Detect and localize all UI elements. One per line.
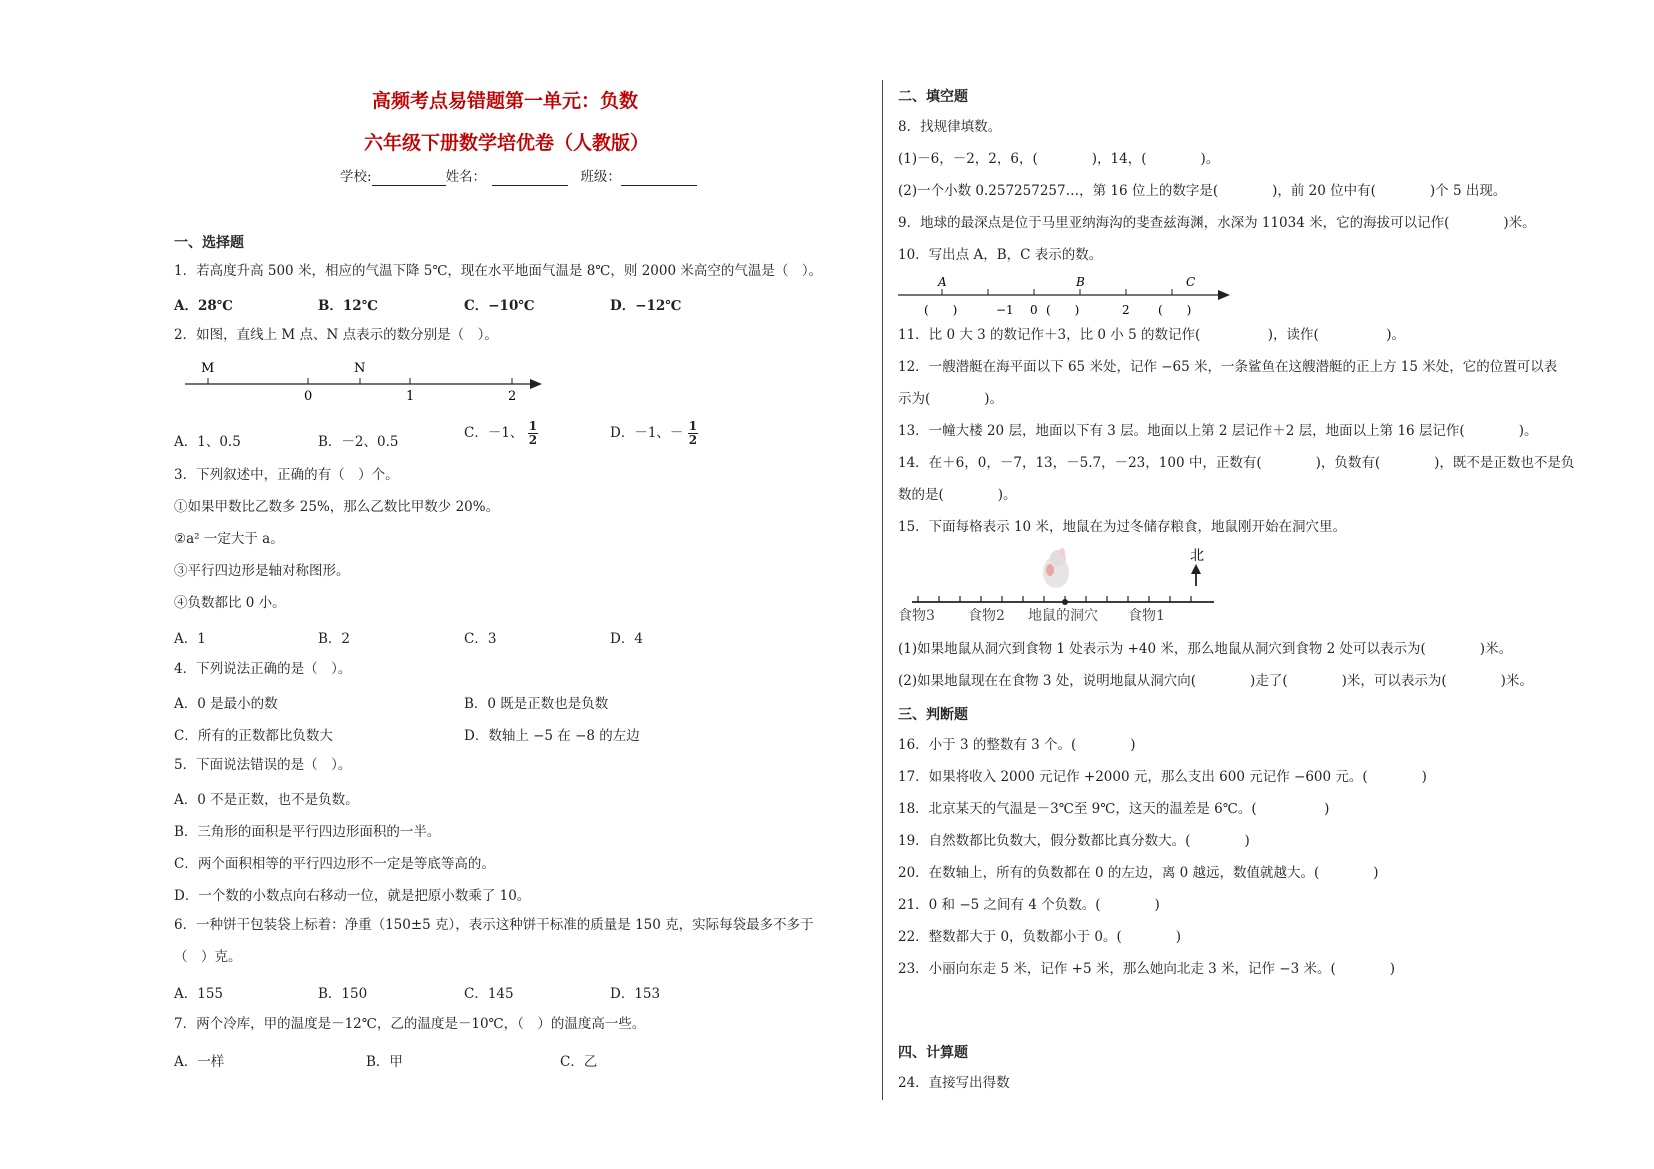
q2-arrow xyxy=(530,379,542,389)
class-label: 班级： xyxy=(580,169,621,185)
q2-option-d-fraction: $\frac{1}{2}$ xyxy=(688,419,698,447)
q2-label-n: N xyxy=(354,361,366,376)
q2-option-c-text: C．－1、 xyxy=(464,425,524,441)
title-sub: 六年级下册数学培优卷（人教版） xyxy=(364,132,650,154)
q10-paren-a[interactable]: ( ) xyxy=(924,303,958,317)
q1-text: 1．若高度升高 500 米，相应的气温下降 5℃，现在水平地面气温是 8℃，则 2000 米高空的气温是（ ）。 xyxy=(174,263,823,279)
q10-paren-c[interactable]: ( ) xyxy=(1158,303,1192,317)
q9-text: 9．地球的最深点是位于马里亚纳海沟的斐查兹海渊，水深为 11034 米，它的海拔可以记作( )米。 xyxy=(898,215,1536,231)
q5-option-c[interactable]: C．两个面积相等的平行四边形不一定是等底等高的。 xyxy=(174,856,495,872)
q2-option-a[interactable]: A．1、0.5 xyxy=(174,434,241,450)
q3-option-d[interactable]: D．4 xyxy=(610,631,643,647)
q4-option-a[interactable]: A．0 是最小的数 xyxy=(174,696,278,712)
q15-ticks xyxy=(918,596,1191,602)
q5-option-d[interactable]: D．一个数的小数点向右移动一位，就是把原小数乘了 10。 xyxy=(174,888,531,904)
q7-option-b[interactable]: B．甲 xyxy=(366,1054,403,1070)
q10-tick-neg1: −1 xyxy=(996,303,1014,317)
q13-text: 13．一幢大楼 20 层，地面以下有 3 层。地面以上第 2 层记作＋2 层，地面以上第 16 层记作( )。 xyxy=(898,423,1538,439)
q22-text: 22．整数都大于 0，负数都小于 0。( ) xyxy=(898,929,1181,945)
q10-point-c: C xyxy=(1186,275,1196,289)
gopher-icon xyxy=(1043,548,1069,588)
q2-option-d[interactable] xyxy=(610,420,698,447)
q15-label-food1: 食物1 xyxy=(1128,608,1165,622)
q20-text: 20．在数轴上，所有的负数都在 0 的左边，离 0 越远，数值就越大。( ) xyxy=(898,865,1379,881)
q4-option-d[interactable]: D．数轴上 −5 在 −8 的左边 xyxy=(464,728,640,744)
q14-text-2: 数的是( )。 xyxy=(898,487,1017,503)
class-blank[interactable] xyxy=(621,171,697,186)
q5-text: 5．下面说法错误的是（ ）。 xyxy=(174,757,352,773)
q10-arrow xyxy=(1218,290,1230,300)
q3-option-a[interactable]: A．1 xyxy=(174,631,206,647)
q10-point-a: A xyxy=(938,275,947,289)
q1-option-b[interactable]: B．12℃ xyxy=(318,298,378,314)
north-arrow-icon xyxy=(1191,564,1201,574)
title-main: 高频考点易错题第一单元：负数 xyxy=(372,90,639,112)
info-line xyxy=(340,168,697,186)
q4-option-b[interactable]: B．0 既是正数也是负数 xyxy=(464,696,609,712)
q15-label-food2: 食物2 xyxy=(968,608,1005,622)
q6-option-c[interactable]: C．145 xyxy=(464,986,514,1002)
q10-ticks xyxy=(942,289,1172,295)
q2-option-b[interactable]: B．－2、0.5 xyxy=(318,434,399,450)
q3-item-2: ②a² 一定大于 a。 xyxy=(174,531,284,547)
q15-2-text: (2)如果地鼠现在在食物 3 处，说明地鼠从洞穴向( )走了( )米，可以表示为( )米。 xyxy=(898,673,1533,689)
q5-option-b[interactable]: B．三角形的面积是平行四边形面积的一半。 xyxy=(174,824,441,840)
q15-diagram xyxy=(896,544,1236,622)
q5-option-a[interactable]: A．0 不是正数，也不是负数。 xyxy=(174,792,359,808)
q14-text: 14．在＋6，0，－7，13，－5.7，－23，100 中，正数有( )，负数有( )，既不是正数也不是负 xyxy=(898,455,1575,471)
section-calc-title: 四、计算题 xyxy=(898,1045,968,1061)
section-judge-title: 三、判断题 xyxy=(898,707,968,723)
column-divider xyxy=(882,80,883,1100)
q24-text: 24．直接写出得数 xyxy=(898,1075,1010,1091)
q8-2-text: (2)一个小数 0.257257257…，第 16 位上的数字是( )，前 20 位中有( )个 5 出现。 xyxy=(898,183,1507,199)
q12-text: 12．一艘潜艇在海平面以下 65 米处，记作 −65 米，一条鲨鱼在这艘潜艇的正上方 15 米处，它的位置可以表 xyxy=(898,359,1558,375)
school-blank[interactable] xyxy=(372,171,446,186)
q15-label-hole: 地鼠的洞穴 xyxy=(1028,608,1098,622)
q3-option-b[interactable]: B．2 xyxy=(318,631,351,647)
q2-text: 2．如图，直线上 M 点、N 点表示的数分别是（ ）。 xyxy=(174,327,498,343)
q2-option-c[interactable] xyxy=(464,420,538,447)
q7-option-a[interactable]: A．一样 xyxy=(174,1054,225,1070)
q3-item-3: ③平行四边形是轴对称图形。 xyxy=(174,563,350,579)
q10-text: 10．写出点 A，B，C 表示的数。 xyxy=(898,247,1103,263)
q2-number-line xyxy=(180,356,550,404)
q6-text: 6．一种饼干包装袋上标着：净重（150±5 克），表示这种饼干标准的质量是 150 克，实际每袋最多不多于 xyxy=(174,917,814,933)
q1-option-a[interactable]: A．28℃ xyxy=(174,298,233,314)
q1-option-c[interactable]: C．−10℃ xyxy=(464,298,535,314)
q4-text: 4．下列说法正确的是（ ）。 xyxy=(174,661,352,677)
name-label: 姓名： xyxy=(445,169,487,185)
section-choice-title: 一、选择题 xyxy=(174,235,244,251)
name-blank[interactable] xyxy=(492,171,568,186)
q7-option-c[interactable]: C．乙 xyxy=(560,1054,598,1070)
q3-item-4: ④负数都比 0 小。 xyxy=(174,595,286,611)
q3-text: 3．下列叙述中，正确的有（ ）个。 xyxy=(174,467,399,483)
q15-1-text: (1)如果地鼠从洞穴到食物 1 处表示为 +40 米，那么地鼠从洞穴到食物 2 处可以表示为( )米。 xyxy=(898,641,1513,657)
q10-point-b: B xyxy=(1076,275,1085,289)
q2-label-1: 1 xyxy=(406,389,415,404)
q1-option-d[interactable]: D．−12℃ xyxy=(610,298,682,314)
q10-tick-0: 0 xyxy=(1030,303,1038,317)
q6-text-2: （ ）克。 xyxy=(174,949,242,965)
q4-option-c[interactable]: C．所有的正数都比负数大 xyxy=(174,728,333,744)
q6-option-d[interactable]: D．153 xyxy=(610,986,661,1002)
q2-option-d-text: D．－1、－ xyxy=(610,425,684,441)
section-fill-title: 二、填空题 xyxy=(898,89,968,105)
q6-option-a[interactable]: A．155 xyxy=(174,986,224,1002)
q18-text: 18．北京某天的气温是－3℃至 9℃，这天的温差是 6℃。( ) xyxy=(898,801,1330,817)
q15-label-food3: 食物3 xyxy=(898,608,935,622)
q12-text-2: 示为( )。 xyxy=(898,391,1004,407)
q8-text: 8．找规律填数。 xyxy=(898,119,1002,135)
q2-label-2: 2 xyxy=(508,389,517,404)
q2-label-m: M xyxy=(201,361,215,376)
q10-number-line xyxy=(896,268,1236,324)
north-label: 北 xyxy=(1190,548,1204,564)
q3-option-c[interactable]: C．3 xyxy=(464,631,497,647)
q3-item-1: ①如果甲数比乙数多 25%，那么乙数比甲数少 20%。 xyxy=(174,499,500,515)
q6-option-b[interactable]: B．150 xyxy=(318,986,368,1002)
q10-tick-2: 2 xyxy=(1122,303,1130,317)
q2-option-c-fraction: $\frac{1}{2}$ xyxy=(528,419,538,447)
q21-text: 21．0 和 −5 之间有 4 个负数。( ) xyxy=(898,897,1160,913)
q23-text: 23．小丽向东走 5 米，记作 +5 米，那么她向北走 3 米，记作 −3 米。( ) xyxy=(898,961,1396,977)
q19-text: 19．自然数都比负数大，假分数都比真分数大。( ) xyxy=(898,833,1250,849)
q8-1-text: (1)－6，－2，2，6，( )，14，( )。 xyxy=(898,151,1220,167)
q2-label-0: 0 xyxy=(304,389,313,404)
q7-text: 7．两个冷库，甲的温度是－12℃，乙的温度是－10℃，（ ）的温度高一些。 xyxy=(174,1016,646,1032)
q17-text: 17．如果将收入 2000 元记作 +2000 元，那么支出 600 元记作 −600 元。( ) xyxy=(898,769,1427,785)
q10-paren-b[interactable]: ( ) xyxy=(1046,303,1080,317)
school-label: 学校: xyxy=(340,169,372,185)
q15-hole-marker xyxy=(1062,599,1068,605)
q11-text: 11．比 0 大 3 的数记作＋3，比 0 小 5 的数记作( )，读作( )。 xyxy=(898,327,1406,343)
q16-text: 16．小于 3 的整数有 3 个。( ) xyxy=(898,737,1136,753)
q15-text: 15．下面每格表示 10 米，地鼠在为过冬储存粮食，地鼠刚开始在洞穴里。 xyxy=(898,519,1346,535)
